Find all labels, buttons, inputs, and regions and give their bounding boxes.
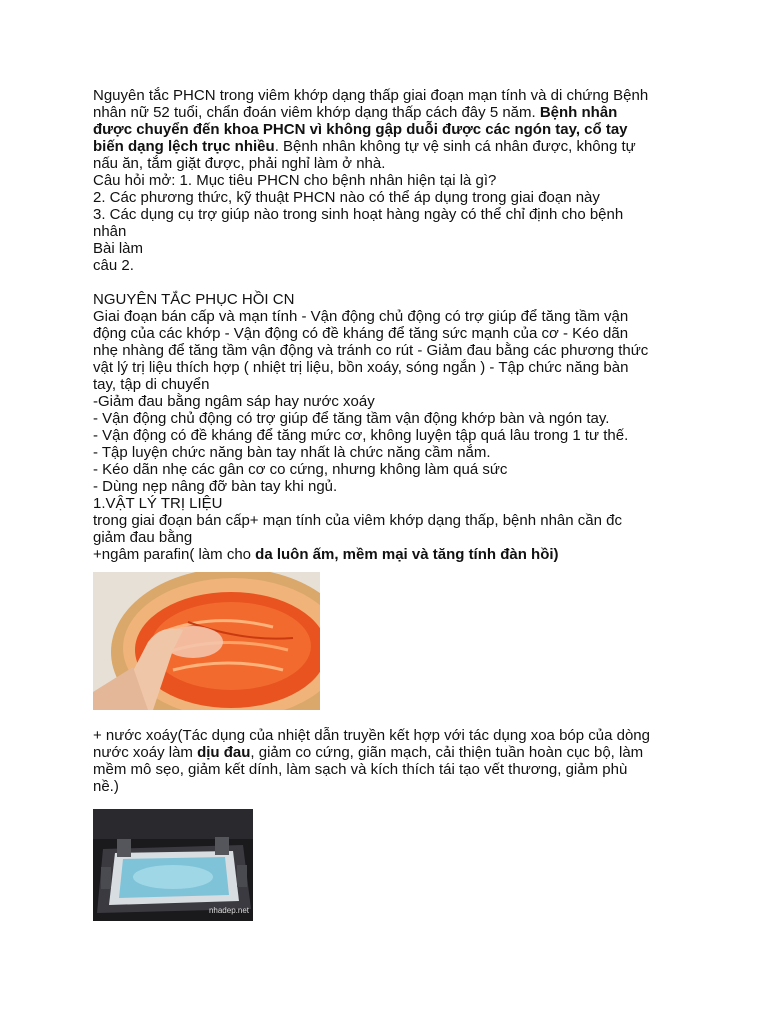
paraffin-line bbox=[93, 546, 673, 563]
text: - Kéo dãn nhẹ các gân cơ co cứng, nhưng không làm quá sức bbox=[93, 461, 508, 478]
text: nhẹ nhàng để tăng tầm vận động và tránh co rút - Giảm đau bằng các phương thức bbox=[93, 342, 649, 359]
principles-line bbox=[93, 342, 673, 359]
physio-line bbox=[93, 529, 673, 546]
question-2 bbox=[93, 189, 673, 206]
bullet bbox=[93, 410, 673, 427]
intro-line bbox=[93, 121, 673, 138]
text: Câu hỏi mở: 1. Mục tiêu PHCN cho bệnh nhân hiện tại là gì? bbox=[93, 172, 497, 189]
bullet bbox=[93, 444, 673, 461]
question-1 bbox=[93, 172, 673, 189]
text: động của các khớp - Vận động có đề kháng để tăng sức mạnh của cơ - Kéo dãn bbox=[93, 325, 629, 342]
bold-text: da luôn ấm, mềm mại và tăng tính đàn hồi) bbox=[255, 546, 559, 563]
text: +ngâm parafin( làm cho bbox=[93, 546, 256, 563]
text: câu 2. bbox=[93, 257, 134, 274]
whirlpool-line bbox=[93, 778, 673, 795]
bullet bbox=[93, 427, 673, 444]
principles-line bbox=[93, 376, 673, 393]
text: -Giảm đau bằng ngâm sáp hay nước xoáy bbox=[93, 393, 375, 410]
bullet bbox=[93, 478, 673, 495]
bold-text: biến dạng lệch trục nhiều bbox=[93, 138, 275, 155]
paraffin-bath-image bbox=[93, 572, 320, 710]
whirlpool-line bbox=[93, 727, 673, 744]
cau-2-label bbox=[93, 257, 673, 274]
principles-line bbox=[93, 308, 673, 325]
physio-heading bbox=[93, 495, 673, 512]
text: - Vận động chủ động có trợ giúp để tăng tầm vận động khớp bàn và ngón tay. bbox=[93, 410, 610, 427]
bullet bbox=[93, 461, 673, 478]
question-3 bbox=[93, 206, 673, 223]
text: + nước xoáy(Tác dụng của nhiệt dẫn truyền kết hợp với tác dụng xoa bóp của dòng bbox=[93, 727, 650, 744]
bold-text: dịu đau bbox=[197, 744, 251, 761]
text: - Tập luyện chức năng bàn tay nhất là chức năng cầm nắm. bbox=[93, 444, 491, 461]
text: nhân nữ 52 tuổi, chẩn đoán viêm khớp dạng thấp cách đây 5 năm. bbox=[93, 104, 540, 121]
document-body bbox=[93, 87, 673, 921]
principles-line bbox=[93, 359, 673, 376]
principles-line bbox=[93, 325, 673, 342]
whirlpool-line bbox=[93, 761, 673, 778]
text: Bài làm bbox=[93, 240, 144, 257]
paraffin-bath-illustration bbox=[93, 572, 320, 710]
text: - Dùng nẹp nâng đỡ bàn tay khi ngủ. bbox=[93, 478, 338, 495]
text: Giai đoạn bán cấp và mạn tính - Vận động chủ động có trợ giúp để tăng tầm vận bbox=[93, 308, 629, 325]
text: trong giai đoạn bán cấp+ mạn tính của viêm khớp dạng thấp, bệnh nhân cần đc bbox=[93, 512, 622, 529]
intro-line bbox=[93, 104, 673, 121]
intro-line bbox=[93, 138, 673, 155]
spacer bbox=[93, 274, 673, 291]
text: . Bệnh nhân không tự vệ sinh cá nhân được, không tự bbox=[274, 138, 636, 155]
bullet bbox=[93, 393, 673, 410]
text: NGUYÊN TẮC PHỤC HỒI CN bbox=[93, 291, 295, 308]
text: nước xoáy làm bbox=[93, 744, 198, 761]
text: Nguyên tắc PHCN trong viêm khớp dạng thấp giai đoạn mạn tính và di chứng Bệnh bbox=[93, 87, 649, 104]
bold-text: được chuyển đến khoa PHCN vì không gập duỗi được các ngón tay, cổ tay bbox=[93, 121, 628, 138]
whirlpool-line bbox=[93, 744, 673, 761]
text: giảm đau bằng bbox=[93, 529, 193, 546]
principles-heading bbox=[93, 291, 673, 308]
text: nề.) bbox=[93, 778, 119, 795]
physio-line bbox=[93, 512, 673, 529]
text: 3. Các dụng cụ trợ giúp nào trong sinh hoạt hàng ngày có thể chỉ định cho bệnh bbox=[93, 206, 624, 223]
watermark: nhadep.net bbox=[208, 906, 249, 915]
whirlpool-tub-image bbox=[93, 809, 253, 921]
text: mềm mô sẹo, giảm kết dính, làm sạch và kích thích tái tạo vết thương, giảm phù bbox=[93, 761, 628, 778]
text: - Vận động có đề kháng để tăng mức cơ, không luyện tập quá lâu trong 1 tư thế. bbox=[93, 427, 629, 444]
text: nhân bbox=[93, 223, 127, 240]
text: tay, tập di chuyển bbox=[93, 376, 210, 393]
bai-lam-label bbox=[93, 240, 673, 257]
text: 1.VẬT LÝ TRỊ LIỆU bbox=[93, 495, 223, 512]
text: , giảm co cứng, giãn mạch, cải thiện tuần hoàn cục bộ, làm bbox=[250, 744, 644, 761]
intro-line bbox=[93, 87, 673, 104]
text: nấu ăn, tắm giặt được, phải nghỉ làm ở nhà. bbox=[93, 155, 386, 172]
intro-line bbox=[93, 155, 673, 172]
question-3-cont bbox=[93, 223, 673, 240]
bold-text: Bệnh nhân bbox=[539, 104, 618, 121]
text: vật lý trị liệu thích hợp ( nhiệt trị liệu, bồn xoáy, sóng ngắn ) - Tập chức năng bàn bbox=[93, 359, 629, 376]
text: 2. Các phương thức, kỹ thuật PHCN nào có thể áp dụng trong giai đoạn này bbox=[93, 189, 600, 206]
